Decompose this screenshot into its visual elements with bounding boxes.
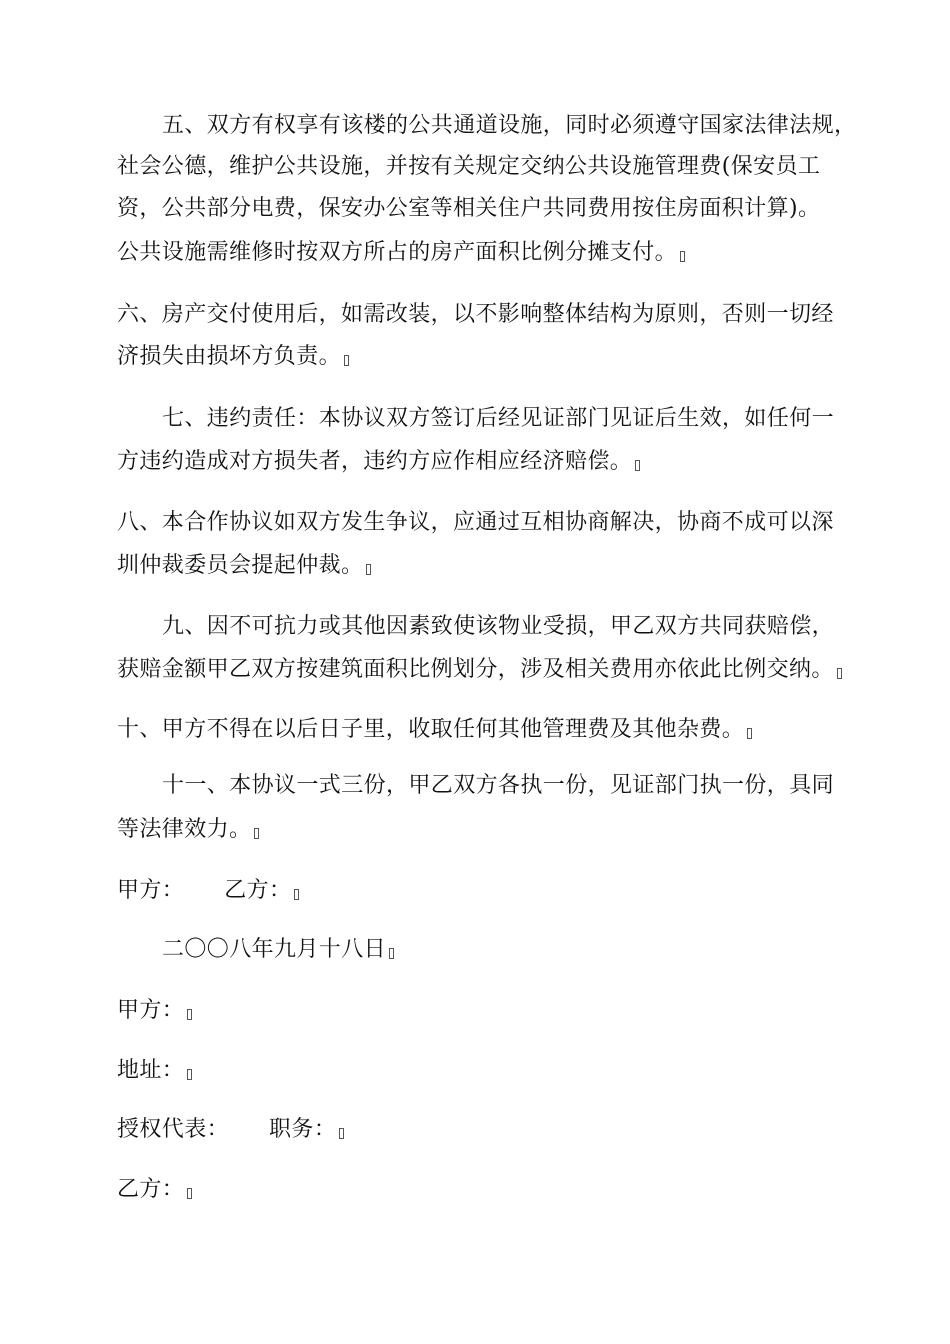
address-field: 地址： bbox=[117, 1056, 192, 1086]
paragraph-mark-icon bbox=[747, 728, 752, 739]
paragraph-mark-icon bbox=[187, 1188, 192, 1199]
clause-ten-line-1: 十、甲方不得在以后日子里，收取任何其他管理费及其他杂费。 bbox=[117, 715, 752, 745]
position-label: 职务： bbox=[269, 1117, 337, 1142]
paragraph-mark-icon bbox=[187, 1069, 192, 1080]
party-a-label: 甲方： bbox=[117, 878, 185, 903]
signing-date: 二〇〇八年九月十八日 bbox=[162, 935, 394, 965]
paragraph-mark-icon bbox=[187, 1009, 192, 1020]
clause-five-line-4: 公共设施需维修时按双方所占的房产面积比例分摊支付。 bbox=[117, 238, 685, 268]
representative-label: 授权代表： bbox=[117, 1117, 230, 1142]
clause-nine-line-1: 九、因不可抗力或其他因素致使该物业受损，甲乙双方共同获赔偿， bbox=[162, 614, 835, 639]
party-a-field: 甲方： bbox=[117, 996, 192, 1026]
clause-eight-line-2: 圳仲裁委员会提起仲裁。 bbox=[117, 551, 371, 581]
paragraph-mark-icon bbox=[635, 460, 640, 471]
paragraph-mark-icon bbox=[389, 948, 394, 959]
clause-eleven-line-2: 等法律效力。 bbox=[117, 815, 259, 845]
clause-nine-line-2: 获赔金额甲乙双方按建筑面积比例划分，涉及相关费用亦依此比例交纳。 bbox=[117, 655, 842, 685]
representative-line bbox=[117, 1115, 344, 1145]
party-b-label: 乙方： bbox=[224, 878, 292, 903]
clause-seven-line-1: 七、违约责任：本协议双方签订后经见证部门见证后生效，如任何一 bbox=[162, 406, 835, 431]
clause-eleven-line-1: 十一、本协议一式三份，甲乙双方各执一份，见证部门执一份，具同 bbox=[162, 773, 835, 798]
clause-five-line-3: 资，公共部分电费，保安办公室等相关住户共同费用按住房面积计算)。 bbox=[117, 196, 821, 221]
signature-parties-line bbox=[117, 876, 299, 906]
paragraph-mark-icon bbox=[294, 889, 299, 900]
clause-six-line-2: 济损失由损坏方负责。 bbox=[117, 342, 349, 372]
clause-five-line-1: 五、双方有权享有该楼的公共通道设施，同时必须遵守国家法律法规， bbox=[162, 113, 857, 138]
paragraph-mark-icon bbox=[339, 1128, 344, 1139]
clause-five-line-2: 社会公德，维护公共设施，并按有关规定交纳公共设施管理费(保安员工 bbox=[117, 154, 821, 179]
paragraph-mark-icon bbox=[254, 828, 259, 839]
paragraph-mark-icon bbox=[366, 564, 371, 575]
paragraph-mark-icon bbox=[837, 668, 842, 679]
clause-eight-line-1: 八、本合作协议如双方发生争议，应通过互相协商解决，协商不成可以深 bbox=[117, 510, 834, 535]
paragraph-mark-icon bbox=[680, 251, 685, 262]
paragraph-mark-icon bbox=[344, 355, 349, 366]
party-b-field: 乙方： bbox=[117, 1175, 192, 1205]
clause-seven-line-2: 方违约造成对方损失者，违约方应作相应经济赔偿。 bbox=[117, 447, 640, 477]
clause-six-line-1: 六、房产交付使用后，如需改装，以不影响整体结构为原则，否则一切经 bbox=[117, 302, 834, 327]
